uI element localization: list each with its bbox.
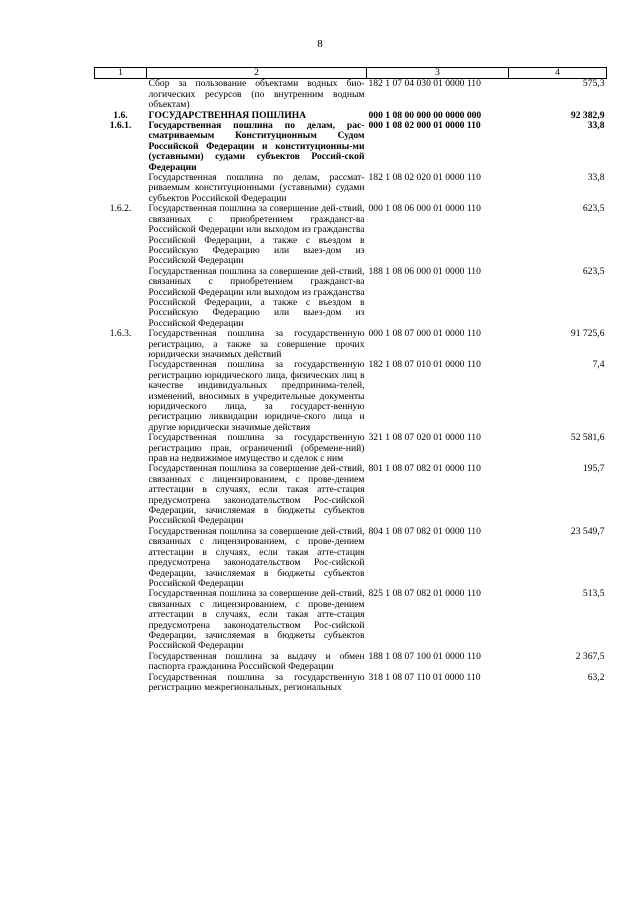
table-row <box>95 121 607 173</box>
row-amount-cell: 33,8 <box>587 120 605 132</box>
row-number-cell <box>95 360 147 433</box>
table-row <box>95 652 607 673</box>
row-amount-cell: 513,5 <box>582 588 605 600</box>
row-amount-cell: 7,4 <box>592 359 605 371</box>
table-row <box>95 673 607 694</box>
row-amount-cell: 23 549,7 <box>570 525 605 537</box>
row-code-cell: 188 1 08 07 100 01 0000 110 <box>368 650 481 662</box>
row-amount-cell: 623,5 <box>582 265 605 277</box>
table-row <box>95 173 607 204</box>
table-row <box>95 360 607 433</box>
row-number-cell <box>95 79 147 111</box>
row-code-cell: 182 1 07 04 030 01 0000 110 <box>368 78 481 90</box>
row-code-cell: 321 1 08 07 020 01 0000 110 <box>368 432 481 444</box>
row-name-cell: Государственная пошлина за государственную регистрацию, а также за совершение прочих юридически значимых действий <box>148 328 365 360</box>
row-number-cell <box>95 433 147 464</box>
row-number-cell: 1.6.2. <box>109 203 132 215</box>
table-row <box>95 267 607 329</box>
budget-revenue-table <box>94 67 607 693</box>
row-number-cell <box>95 527 147 589</box>
row-amount-cell: 623,5 <box>582 203 605 215</box>
page-number: 8 <box>317 38 323 50</box>
row-name-cell: Государственная пошлина за выдачу и обмен паспорта гражданина Российской Федерации <box>148 650 365 673</box>
row-number-cell: 1.6.3. <box>109 328 132 340</box>
row-amount-cell: 575,3 <box>582 78 605 90</box>
row-number-cell <box>95 589 147 651</box>
row-code-cell: 000 1 08 00 000 00 0000 000 <box>368 109 482 121</box>
row-name-cell: Государственная пошлина за совершение дей-ствий, связанных с лицензированием, с прове-дением аттестации в случаях, если такая атте-стация предусмотрена законодательством Рос-сийской Федерации, зачисляемая в бюджеты субъектов Российской Федерации <box>148 525 365 589</box>
row-amount-cell: 2 367,5 <box>575 650 605 662</box>
table-row <box>95 204 607 266</box>
row-number-cell <box>95 652 147 673</box>
table-row <box>95 527 607 589</box>
row-name-cell: Государственная пошлина за совершение дей-ствий, связанных с лицензированием, с прове-дением аттестации в случаях, если такая атте-стация предусмотрена законодательством Рос-сийской Федерации, зачисляемая в бюджеты субъектов Российской Федерации <box>148 463 365 527</box>
row-amount-cell: 33,8 <box>587 172 605 184</box>
row-number-cell: 1.6. <box>113 109 128 121</box>
row-name-cell: Сбор за пользование объектами водных био-логических ресурсов (по внутренним водным объектам) <box>148 78 365 111</box>
row-name-cell: Государственная пошлина за государственную регистрацию юридического лица, физических лиц в качестве индивидуальных предпринима-телей, изменений, вносимых в учредительные документы юридического лица, за государст-венную регистрацию ликвидации юридиче-ского лица и другие юридически значимые действия <box>148 359 365 433</box>
column-header-1: 1 <box>95 68 147 79</box>
row-amount-cell: 63,2 <box>587 671 605 683</box>
row-amount-cell: 92 382,9 <box>570 109 605 121</box>
row-name-cell: Государственная пошлина за совершение дей-ствий, связанных с приобретением гражданст-ва Российской Федерации или выходом из гражданства Российской Федерации, а также с въездом в Российскую Федерацию или выез-дом из Российской Федерации <box>148 203 365 267</box>
table-row <box>95 329 607 360</box>
table-row <box>95 589 607 651</box>
row-amount-cell: 91 725,6 <box>570 328 605 340</box>
row-name-cell: ГОСУДАРСТВЕННАЯ ПОШЛИНА <box>148 109 307 121</box>
row-number-cell <box>95 464 147 526</box>
row-number-cell <box>95 267 147 329</box>
row-name-cell: Государственная пошлина по делам, рас-сматриваемым Конституционным Судом Российской Федерации и конституционны-ми (уставными) судами субъектов Россий-ской Федерации <box>148 120 365 173</box>
row-code-cell: 182 1 08 02 020 01 0000 110 <box>368 172 481 184</box>
table-row <box>95 79 607 111</box>
row-number-cell: 1.6.1. <box>109 120 132 132</box>
row-name-cell: Государственная пошлина за совершение дей-ствий, связанных с приобретением гражданст-ва Российской Федерации или выходом из гражданства Российской Федерации, а также с въездом в Российскую Федерацию или выез-дом из Российской Федерации <box>148 265 365 329</box>
row-code-cell: 000 1 08 07 000 01 0000 110 <box>368 328 481 340</box>
row-amount-cell: 52 581,6 <box>570 432 605 444</box>
row-code-cell: 000 1 08 06 000 01 0000 110 <box>368 203 481 215</box>
row-name-cell: Государственная пошлина за государственную регистрацию межрегиональных, региональных <box>148 671 365 693</box>
row-name-cell: Государственная пошлина за совершение дей-ствий, связанных с лицензированием, с прове-дением аттестации в случаях, если такая атте-стация предусмотрена законодательством Рос-сийской Федерации, зачисляемая в бюджеты субъектов Российской Федерации <box>148 588 365 652</box>
table-header-row <box>95 68 607 79</box>
row-code-cell: 318 1 08 07 110 01 0000 110 <box>368 671 481 683</box>
row-name-cell: Государственная пошлина по делам, рассмат-риваемым конституционными (уставными) судами субъектов Российской Федерации <box>148 172 365 204</box>
row-number-cell <box>95 673 147 694</box>
row-name-cell: Государственная пошлина за государственную регистрацию прав, ограничений (обремене-ний) прав на недвижимое имущество и сделок с ним <box>148 432 365 465</box>
row-number-cell <box>95 173 147 204</box>
row-code-cell: 825 1 08 07 082 01 0000 110 <box>368 588 481 600</box>
table-row <box>95 433 607 464</box>
column-header-4: 4 <box>509 68 607 79</box>
column-header-3: 3 <box>367 68 509 79</box>
row-code-cell: 804 1 08 07 082 01 0000 110 <box>368 525 481 537</box>
row-code-cell: 182 1 08 07 010 01 0000 110 <box>368 359 481 371</box>
row-amount-cell: 195,7 <box>582 463 605 475</box>
table-body <box>95 79 607 693</box>
row-code-cell: 801 1 08 07 082 01 0000 110 <box>368 463 481 475</box>
table-row <box>95 464 607 526</box>
column-header-2: 2 <box>147 68 367 79</box>
row-code-cell: 188 1 08 06 000 01 0000 110 <box>368 265 481 277</box>
row-code-cell: 000 1 08 02 000 01 0000 110 <box>368 120 481 132</box>
